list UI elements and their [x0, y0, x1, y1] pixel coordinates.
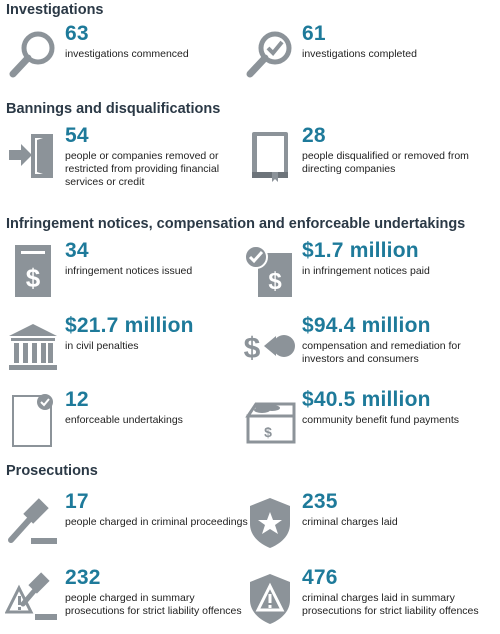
stat-value: 12	[65, 388, 89, 411]
stat-investigations-commenced	[5, 22, 250, 86]
book-icon	[242, 128, 298, 184]
stat-description: criminal charges laid in summary prosecutions for strict liability offences	[302, 592, 479, 617]
stat-summary-people	[5, 566, 250, 630]
stat-criminal-people	[5, 490, 250, 554]
dollar-document-icon	[5, 243, 61, 299]
section-title-prosecutions: Prosecutions	[6, 463, 98, 479]
stat-value: 476	[302, 566, 338, 589]
stat-community-fund	[242, 388, 487, 452]
badge-warning-icon	[242, 570, 298, 626]
money-chest-icon	[242, 392, 298, 448]
stat-description: criminal charges laid	[302, 516, 398, 528]
stat-description: people or companies removed or restricted from providing financial services or credit	[65, 150, 220, 188]
stat-people-removed	[5, 124, 250, 188]
stat-value: 232	[65, 566, 101, 589]
paid-dollar-document-icon	[242, 243, 298, 299]
stat-notices-issued	[5, 239, 250, 303]
gavel-warning-icon	[5, 570, 61, 626]
stat-summary-charges	[242, 566, 487, 630]
stat-compensation	[242, 314, 487, 378]
stat-description: in infringement notices paid	[302, 265, 430, 277]
svg-text:$: $	[268, 268, 282, 295]
stat-value: 63	[65, 22, 89, 45]
stat-civil-penalties	[5, 314, 250, 378]
stat-description: investigations completed	[302, 48, 417, 60]
stat-notices-paid	[242, 239, 487, 303]
svg-text:$: $	[243, 332, 261, 365]
stat-description: enforceable undertakings	[65, 414, 183, 426]
stat-value: $1.7 million	[302, 239, 419, 262]
stat-value: 54	[65, 124, 89, 147]
stat-investigations-completed	[242, 22, 487, 86]
stat-description: community benefit fund payments	[302, 414, 459, 426]
magnifier-icon	[5, 26, 61, 82]
magnifier-check-icon	[242, 26, 298, 82]
stat-description: people charged in summary prosecutions for strict liability offences	[65, 592, 242, 617]
stat-value: 28	[302, 124, 326, 147]
stat-value: $21.7 million	[65, 314, 194, 337]
stat-description: compensation and remediation for investors and consumers	[302, 340, 461, 365]
svg-text:$: $	[25, 263, 41, 293]
stat-value: 235	[302, 490, 338, 513]
stat-description: infringement notices issued	[65, 265, 193, 277]
stat-people-disqualified	[242, 124, 487, 188]
stat-description: in civil penalties	[65, 340, 139, 352]
stat-value: 34	[65, 239, 89, 262]
police-badge-icon	[242, 494, 298, 550]
stat-value: 61	[302, 22, 326, 45]
dollar-return-icon	[242, 318, 298, 374]
section-title-investigations: Investigations	[6, 2, 104, 18]
stat-description: investigations commenced	[65, 48, 189, 60]
document-check-icon	[5, 392, 61, 448]
exit-door-icon	[5, 128, 61, 184]
section-title-infringement: Infringement notices, compensation and enforceable undertakings	[6, 216, 466, 232]
stat-criminal-charges	[242, 490, 487, 554]
stat-value: 17	[65, 490, 89, 513]
svg-text:$: $	[264, 424, 272, 440]
stat-value: $94.4 million	[302, 314, 431, 337]
section-title-bannings: Bannings and disqualifications	[6, 101, 221, 117]
stat-enforceable-undertakings	[5, 388, 250, 452]
stat-description: people charged in criminal proceedings	[65, 516, 248, 528]
gavel-icon	[5, 494, 61, 550]
stat-description: people disqualified or removed from directing companies	[302, 150, 469, 175]
stat-value: $40.5 million	[302, 388, 431, 411]
courthouse-icon	[5, 318, 61, 374]
